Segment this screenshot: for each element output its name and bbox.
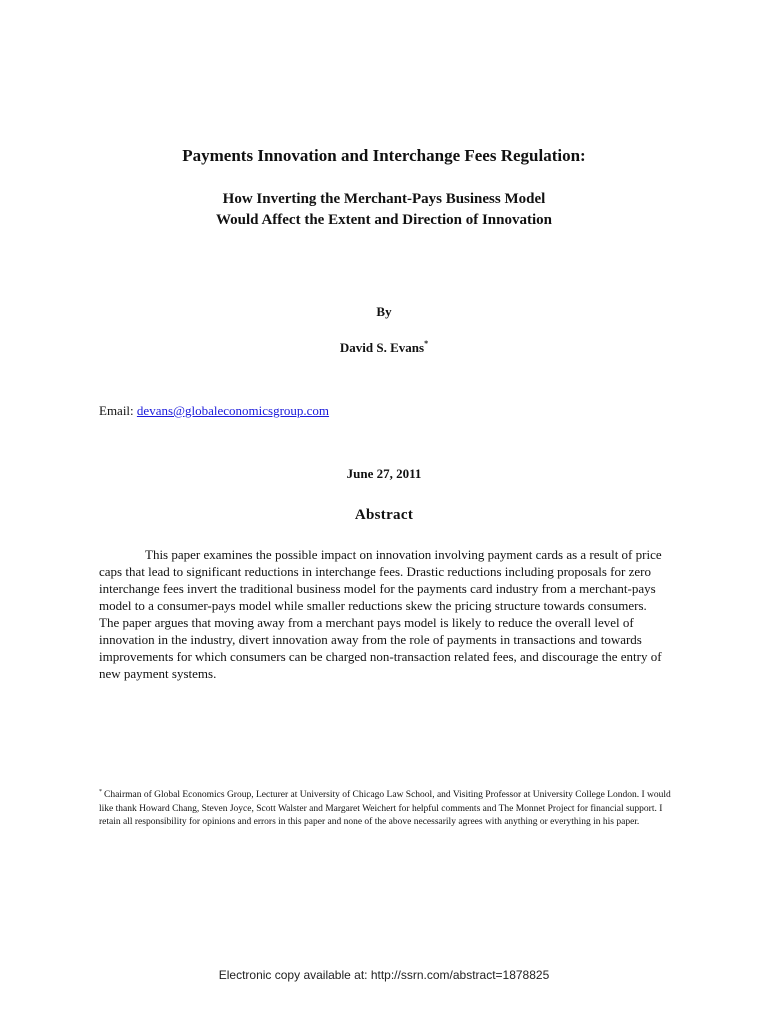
ssrn-footer: Electronic copy available at: http://ssrn.com/abstract=1878825 <box>218 968 550 982</box>
author-line <box>0 339 768 356</box>
abstract-text: This paper examines the possible impact on innovation involving payment cards as a result of price caps that lead to significant reductions in interchange fees. Drastic reductions including proposals for zero interchange fees invert the traditional business model for the payments card industry from a merchant-pays model to a consumer-pays model while smaller reductions skew the pricing structure towards consumers. The paper argues that moving away from a merchant pays model is likely to reduce the overall level of innovation in the industry, divert innovation away from the role of payments in transactions and towards improvements for which consumers can be charged non-transaction related fees, and discourage the entry of new payment systems. <box>99 547 662 681</box>
footnote-text: Chairman of Global Economics Group, Lecturer at University of Chicago Law School, and Visiting Professor at University College London. I would like thank Howard Chang, Steven Joyce, Scott Walster and Margaret Weichert for helpful comments and The Monnet Project for financial support. I retain all responsibility for opinions and errors in this paper and none of the above necessarily agrees with anything or everything in his paper. <box>99 790 671 827</box>
abstract-heading: Abstract <box>354 507 414 523</box>
footnote-marker: * <box>99 789 102 795</box>
paper-subtitle <box>0 189 768 231</box>
subtitle-line-2: Would Affect the Extent and Direction of Innovation <box>216 212 552 228</box>
paper-title: Payments Innovation and Interchange Fees Regulation: <box>182 146 586 165</box>
email-link[interactable]: devans@globaleconomicsgroup.com <box>136 403 330 418</box>
abstract-body <box>99 546 664 682</box>
author-name: David S. Evans <box>339 340 425 355</box>
email-label: Email: <box>99 403 134 418</box>
by-label: By <box>376 304 392 319</box>
footnote <box>99 786 679 830</box>
author-footnote-marker: * <box>424 339 429 348</box>
paper-date: June 27, 2011 <box>346 466 422 481</box>
subtitle-line-1: How Inverting the Merchant-Pays Business Model <box>222 191 546 207</box>
email-line <box>99 403 329 419</box>
